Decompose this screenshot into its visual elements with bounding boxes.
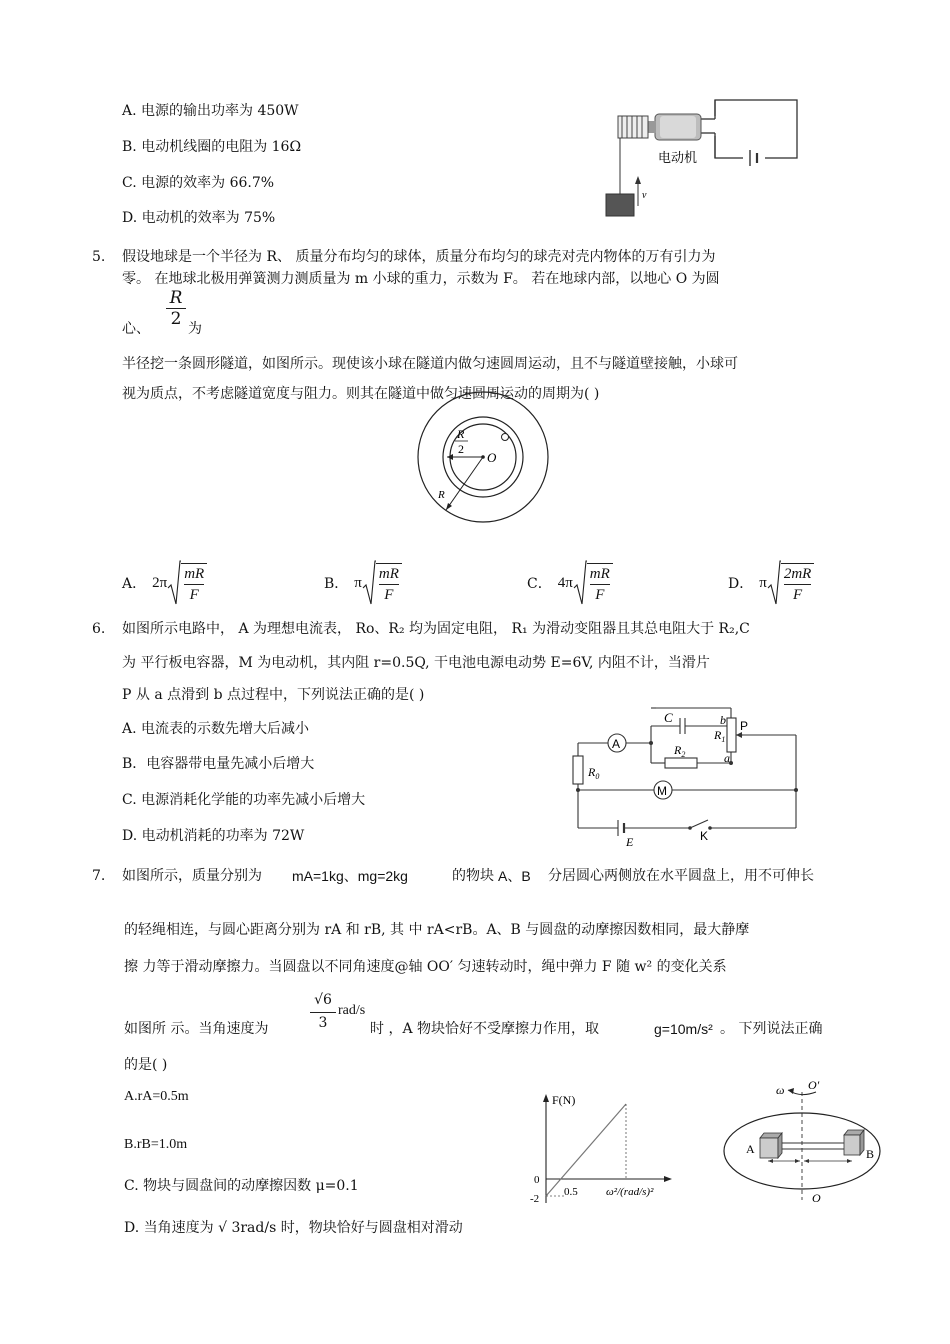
q4-motor-label: 电动机 (658, 151, 698, 166)
q5-option-numerator: 2mR (783, 565, 812, 582)
q5-option-c (527, 558, 613, 608)
q6-fig-r1-sub: 1 (721, 735, 726, 744)
q5-option-coefficient: 2π (152, 574, 168, 591)
q7-graph-neg2: -2 (530, 1193, 540, 1205)
q7-line-3: 擦 力等于滑动摩擦力。当圆盘以不同角速度@轴 OO′ 匀速转动时，绳中弹力 F 随 w² 的变化关系 (124, 959, 727, 975)
q7-option-a: A.rA=0.5m (124, 1089, 189, 1104)
q4-option-c: C. 电源的效率为 66.7% (122, 175, 275, 191)
q5-option-numerator: mR (378, 565, 399, 582)
q5-number: 5. (92, 249, 106, 265)
q5-option-radical-icon (767, 560, 781, 606)
q5-option-numerator: mR (589, 565, 610, 582)
q6-line-1: 如图所示电路中， A 为理想电流表， Ro、R₂ 均为固定电阻， R₁ 为滑动变阻器且其总电阻大于 R₂,C (122, 621, 750, 637)
q7-force-graph (528, 1088, 678, 1213)
q6-fig-r2 (673, 743, 685, 759)
q6-fig-r0-letter: R (588, 765, 596, 779)
q6-fig-r2-letter: R (674, 743, 682, 757)
q5-option-fraction (181, 563, 207, 605)
q7-frac-num: √6 (314, 992, 332, 1008)
q5-fig-o-label: O (487, 450, 497, 465)
q7-graph-xlabel: ω²/(rad/s)² (606, 1186, 654, 1198)
q4-option-d: D. 电动机的效率为 75% (122, 210, 276, 226)
q5-line-1: 假设地球是一个半径为 R、 质量分布均匀的球体，质量分布均匀的球壳对壳内物体的万有引力为 (122, 249, 716, 265)
q5-fig-r-label: R (438, 489, 445, 501)
q6-line-3: P 从 a 点滑到 b 点过程中，下列说法正确的是( ) (122, 687, 425, 703)
q7-line-1d: A、B (498, 868, 531, 884)
q7-number: 7. (92, 868, 106, 884)
q5-option-coefficient: π (354, 574, 362, 591)
q7-line-4-post: 时 ，A 物块恰好不受摩擦力作用，取 (370, 1021, 600, 1037)
q5-frac-den: 2 (170, 309, 182, 329)
q7-option-d: D. 当角速度为 √ 3rad/s 时，物块恰好与圆盘相对滑动 (124, 1220, 463, 1236)
q6-fig-a: a (724, 751, 730, 765)
q5-line-3-pre: 心、 (122, 321, 150, 337)
q5-option-b (324, 558, 402, 608)
q5-option-label: A． (122, 576, 147, 592)
q7-line-2: 的轻绳相连，与圆心距离分别为 rA 和 rB, 其 中 rA<rB。A、B 与圆盘的动摩擦因数相同，最大静摩 (124, 922, 750, 938)
q7-line-1c: 的物块 (452, 868, 494, 884)
q5-option-d (728, 558, 814, 608)
q5-option-coefficient: 4π (557, 574, 573, 591)
q7-line-4-g: g=10m/s² (654, 1021, 713, 1037)
q5-fig-r-half-num: R (457, 427, 465, 441)
q6-fig-r0-sub: 0 (595, 772, 600, 781)
q4-option-a: A. 电源的输出功率为 450W (122, 103, 299, 119)
q6-fig-k: K (700, 829, 709, 843)
q5-option-denominator: F (189, 586, 199, 603)
q6-fig-ammeter: A (612, 737, 621, 751)
q6-line-2: 为 平行板电容器，M 为电动机，其内阻 r=0.5Q, 干电池电源电动势 E=6V, 内阻不计，当滑片 (122, 655, 710, 671)
q5-option-numerator: mR (184, 565, 205, 582)
q4-v-label: v (642, 190, 647, 201)
q7-graph-ylabel: F(N) (552, 1093, 576, 1107)
q7-option-c: C. 物块与圆盘间的动摩擦因数 μ=0.1 (124, 1178, 359, 1194)
q5-option-radical-icon (167, 560, 181, 606)
q5-fig-r-half-den: 2 (458, 442, 464, 456)
q6-fig-r2-sub: 2 (681, 750, 686, 759)
q6-fig-r1-letter: R (714, 728, 722, 742)
q7-disk-o: O (812, 1191, 821, 1205)
q7-disk-o-prime: O′ (808, 1078, 820, 1092)
q6-fig-motor: M (657, 784, 667, 798)
q5-option-radical-icon (362, 560, 376, 606)
q5-line-3-post: 为 (188, 321, 202, 337)
q5-line-2: 零。 在地球北极用弹簧测力测质量为 m 小球的重力，示数为 F。 若在地球内部，以地心 O 为圆 (122, 271, 720, 287)
q5-option-coefficient: π (759, 574, 767, 591)
q6-option-b: B．电容器带电量先减小后增大 (122, 756, 315, 772)
q6-circuit-figure (568, 708, 808, 848)
q5-option-label: D． (728, 576, 754, 592)
q5-option-radical-icon (573, 560, 587, 606)
q5-option-denominator: F (384, 586, 394, 603)
q5-frac-r-over-2 (166, 288, 186, 329)
q6-number: 6. (92, 621, 106, 637)
q7-disk-omega: ω (776, 1083, 785, 1097)
q6-option-c: C. 电源消耗化学能的功率先减小后增大 (122, 792, 366, 808)
q7-disk-figure (720, 1080, 890, 1210)
q4-option-b: B. 电动机线圈的电阻为 16Ω (122, 139, 302, 155)
q7-frac-den: 3 (318, 1015, 328, 1031)
q5-option-label: B． (324, 576, 349, 592)
q6-fig-p: P (740, 719, 749, 733)
q5-option-label: C． (527, 576, 552, 592)
q5-frac-num: R (169, 288, 183, 308)
q7-line-1a: 如图所示，质量分别为 (122, 868, 262, 884)
q5-tunnel-figure (408, 402, 558, 522)
q5-line-4: 半径挖一条圆形隧道，如图所示。现使该小球在隧道内做匀速圆周运动，且不与隧道壁接触，小球可 (122, 356, 738, 372)
q6-fig-r1 (713, 728, 725, 744)
q5-option-fraction (587, 563, 613, 605)
q5-option-a (122, 558, 207, 608)
q6-fig-r0 (587, 765, 599, 781)
q6-fig-b: b (720, 713, 726, 727)
q5-option-fraction (781, 563, 815, 605)
q5-option-denominator: F (792, 586, 803, 603)
q7-line-1b: mA=1kg、mg=2kg (292, 868, 408, 884)
q6-option-d: D. 电动机消耗的功率为 72W (122, 828, 305, 844)
q5-option-fraction (376, 563, 402, 605)
q7-line-4-pre: 如图所 示。当角速度为 (124, 1021, 269, 1037)
q7-line-1e: 分居圆心两侧放在水平圆盘上，用不可伸长 (548, 868, 814, 884)
q7-line-4-end: 。 下列说法正确 (720, 1021, 823, 1037)
q6-option-a: A. 电流表的示数先增大后减小 (122, 721, 310, 737)
q7-disk-a: A (746, 1142, 755, 1156)
q5-option-denominator: F (595, 586, 605, 603)
q7-frac-sqrt6-over-3 (310, 990, 336, 1033)
q5-line-5: 视为质点，不考虑隧道宽度与阻力。则其在隧道中做匀速圆周运动的周期为( ) (122, 386, 600, 402)
q7-graph-zero: 0 (534, 1174, 540, 1186)
q7-option-b: B.rB=1.0m (124, 1137, 188, 1152)
q6-fig-e: E (626, 835, 634, 849)
q7-disk-b: B (866, 1147, 875, 1161)
q7-graph-x05: 0.5 (564, 1186, 578, 1198)
q7-line-5: 的是( ) (124, 1057, 168, 1073)
q6-fig-c: C (664, 710, 673, 725)
q4-motor-figure (600, 96, 805, 221)
q7-line-4-unit: rad/s (338, 1003, 366, 1018)
